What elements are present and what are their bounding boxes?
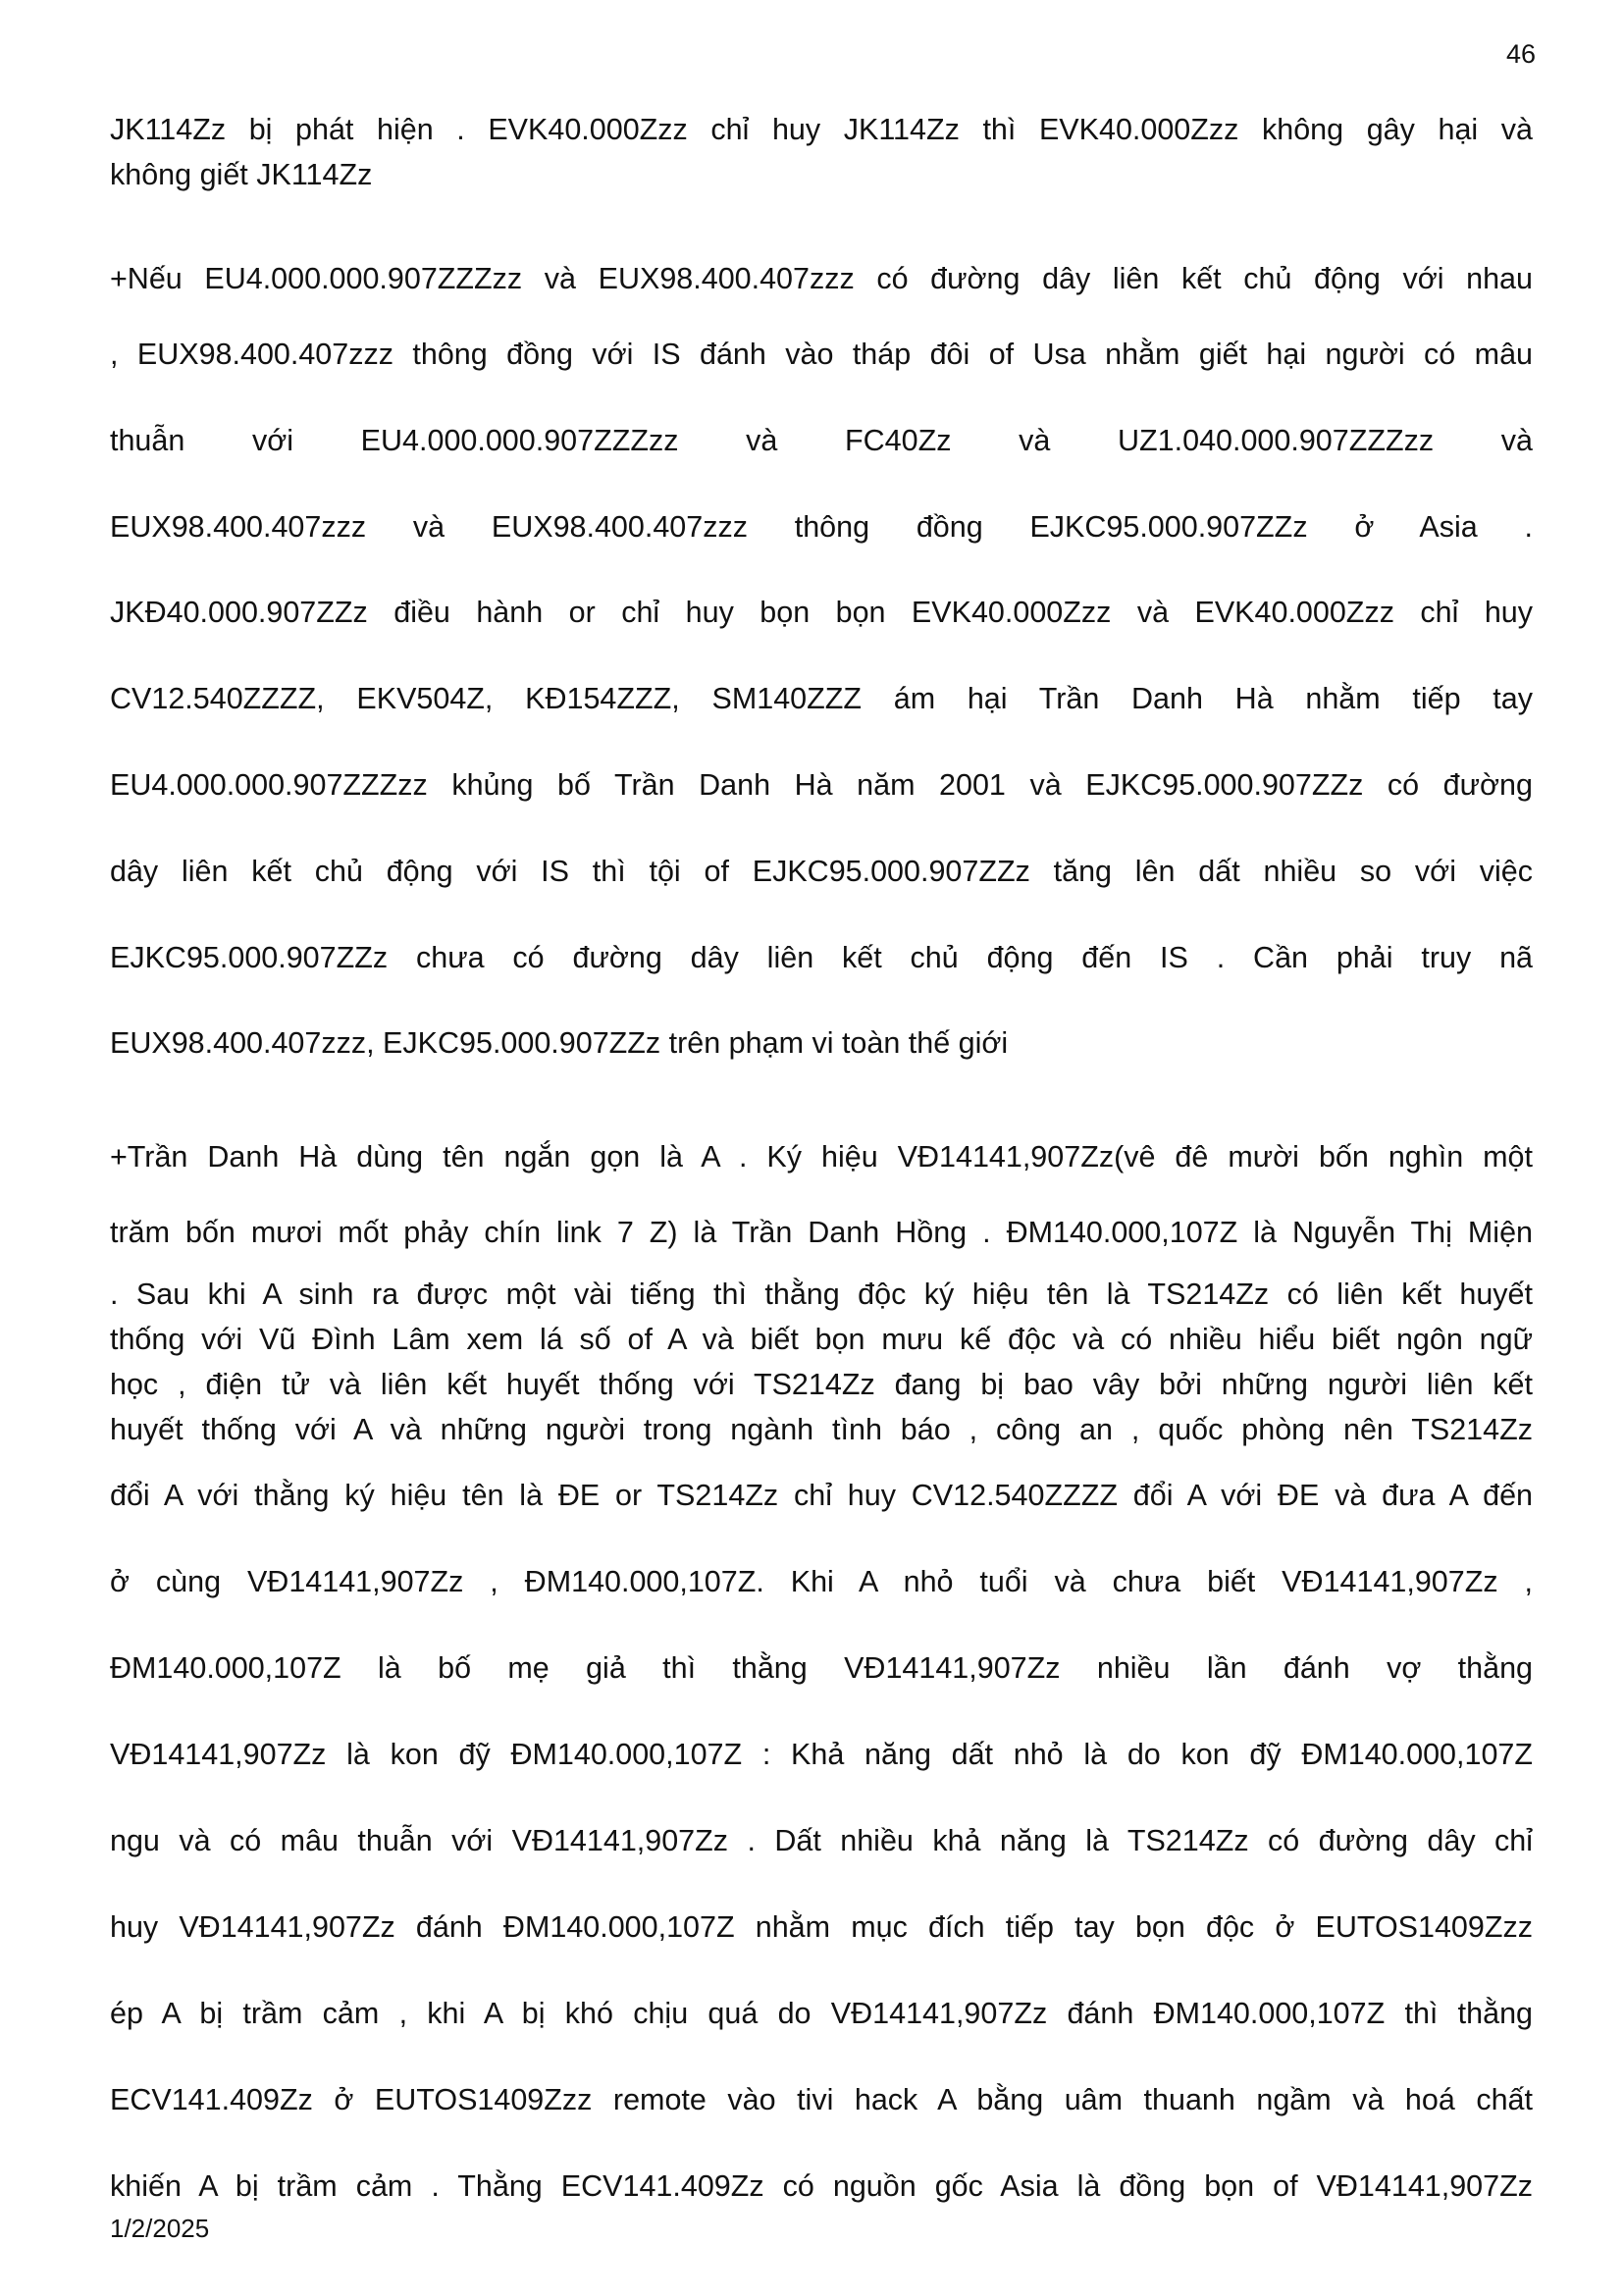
footer-date: 1/2/2025 (110, 2214, 210, 2243)
text-line: ECV141.409Zz ở EUTOS1409Zzz remote vào tivi hack A bằng uâm thuanh ngầm và hoá chất (110, 2083, 1533, 2117)
text-line: huy VĐ14141,907Zz đánh ĐM140.000,107Z nhằm mục đích tiếp tay bọn độc ở EUTOS1409Zzz (110, 1910, 1533, 1945)
text-line: CV12.540ZZZZ, EKV504Z, KĐ154ZZZ, SM140ZZZ ám hại Trần Danh Hà nhằm tiếp tay (110, 682, 1533, 716)
text-line: EUX98.400.407zzz, EJKC95.000.907ZZz trên phạm vi toàn thế giới (110, 1026, 1009, 1061)
text-line: +Nếu EU4.000.000.907ZZZzz và EUX98.400.407zzz có đường dây liên kết chủ động với nhau (110, 262, 1533, 295)
text-line: trăm bốn mươi mốt phảy chín link 7 Z) là Trần Danh Hồng . ĐM140.000,107Z là Nguyễn Thị Miện (110, 1216, 1533, 1250)
text-line: +Trần Danh Hà dùng tên ngắn gọn là A . Ký hiệu VĐ14141,907Zz(vê đê mười bốn nghìn một (110, 1140, 1533, 1174)
text-line: học , điện tử và liên kết huyết thống với TS214Zz đang bị bao vây bởi những người liên kết (110, 1368, 1533, 1402)
text-line: ép A bị trầm cảm , khi A bị khó chịu quá do VĐ14141,907Zz đánh ĐM140.000,107Z thì thằng (110, 1997, 1533, 2031)
text-line: thuẫn với EU4.000.000.907ZZZzz và FC40Zz và UZ1.040.000.907ZZZzz và (110, 423, 1533, 457)
text-line: đổi A với thằng ký hiệu tên là ĐE or TS214Zz chỉ huy CV12.540ZZZZ đổi A với ĐE và đưa A đến (110, 1479, 1533, 1513)
text-line: JK114Zz bị phát hiện . EVK40.000Zzz chỉ huy JK114Zz thì EVK40.000Zzz không gây hại và (110, 113, 1533, 146)
document-body (110, 106, 1533, 2229)
text-line: ở cùng VĐ14141,907Zz , ĐM140.000,107Z. Khi A nhỏ tuổi và chưa biết VĐ14141,907Zz , (110, 1565, 1533, 1599)
text-line: EUX98.400.407zzz và EUX98.400.407zzz thông đồng EJKC95.000.907ZZz ở Asia . (110, 509, 1533, 544)
page-number: 46 (1505, 39, 1536, 69)
text-line: VĐ14141,907Zz là kon đỹ ĐM140.000,107Z : Khả năng dất nhỏ là do kon đỹ ĐM140.000,107Z (110, 1738, 1533, 1772)
text-line: JKĐ40.000.907ZZz điều hành or chỉ huy bọn bọn EVK40.000Zzz và EVK40.000Zzz chỉ huy (110, 596, 1533, 630)
text-line: dây liên kết chủ động với IS thì tội of EJKC95.000.907ZZz tăng lên dất nhiều so với việc (110, 854, 1533, 888)
text-line: . Sau khi A sinh ra được một vài tiếng thì thằng độc ký hiệu tên là TS214Zz có liên kết huyết (110, 1278, 1533, 1312)
text-line: huyết thống với A và những người trong ngành tình báo , công an , quốc phòng nên TS214Zz (110, 1413, 1533, 1447)
text-line: , EUX98.400.407zzz thông đồng với IS đánh vào tháp đôi of Usa nhằm giết hại người có mâu (110, 338, 1533, 371)
paragraph-3 (110, 1121, 1533, 2229)
text-line: khiến A bị trầm cảm . Thằng ECV141.409Zz có nguồn gốc Asia là đồng bọn of VĐ14141,907Zz (110, 2169, 1533, 2204)
paragraph-1 (110, 106, 1533, 196)
paragraph-2 (110, 245, 1533, 1087)
text-line: ngu và có mâu thuẫn với VĐ14141,907Zz . Dất nhiều khả năng là TS214Zz có đường dây chỉ (110, 1824, 1533, 1858)
text-line: EJKC95.000.907ZZz chưa có đường dây liên kết chủ động đến IS . Cần phải truy nã (110, 940, 1533, 974)
text-line: EU4.000.000.907ZZZzz khủng bố Trần Danh Hà năm 2001 và EJKC95.000.907ZZz có đường (110, 767, 1533, 802)
text-line: thống với Vũ Đình Lâm xem lá số of A và biết bọn mưu kế độc và có nhiều hiểu biết ngôn ngữ (110, 1323, 1533, 1357)
text-line: ĐM140.000,107Z là bố mẹ giả thì thằng VĐ14141,907Zz nhiều lần đánh vợ thằng (110, 1651, 1533, 1686)
text-line: không giết JK114Zz (110, 158, 373, 191)
